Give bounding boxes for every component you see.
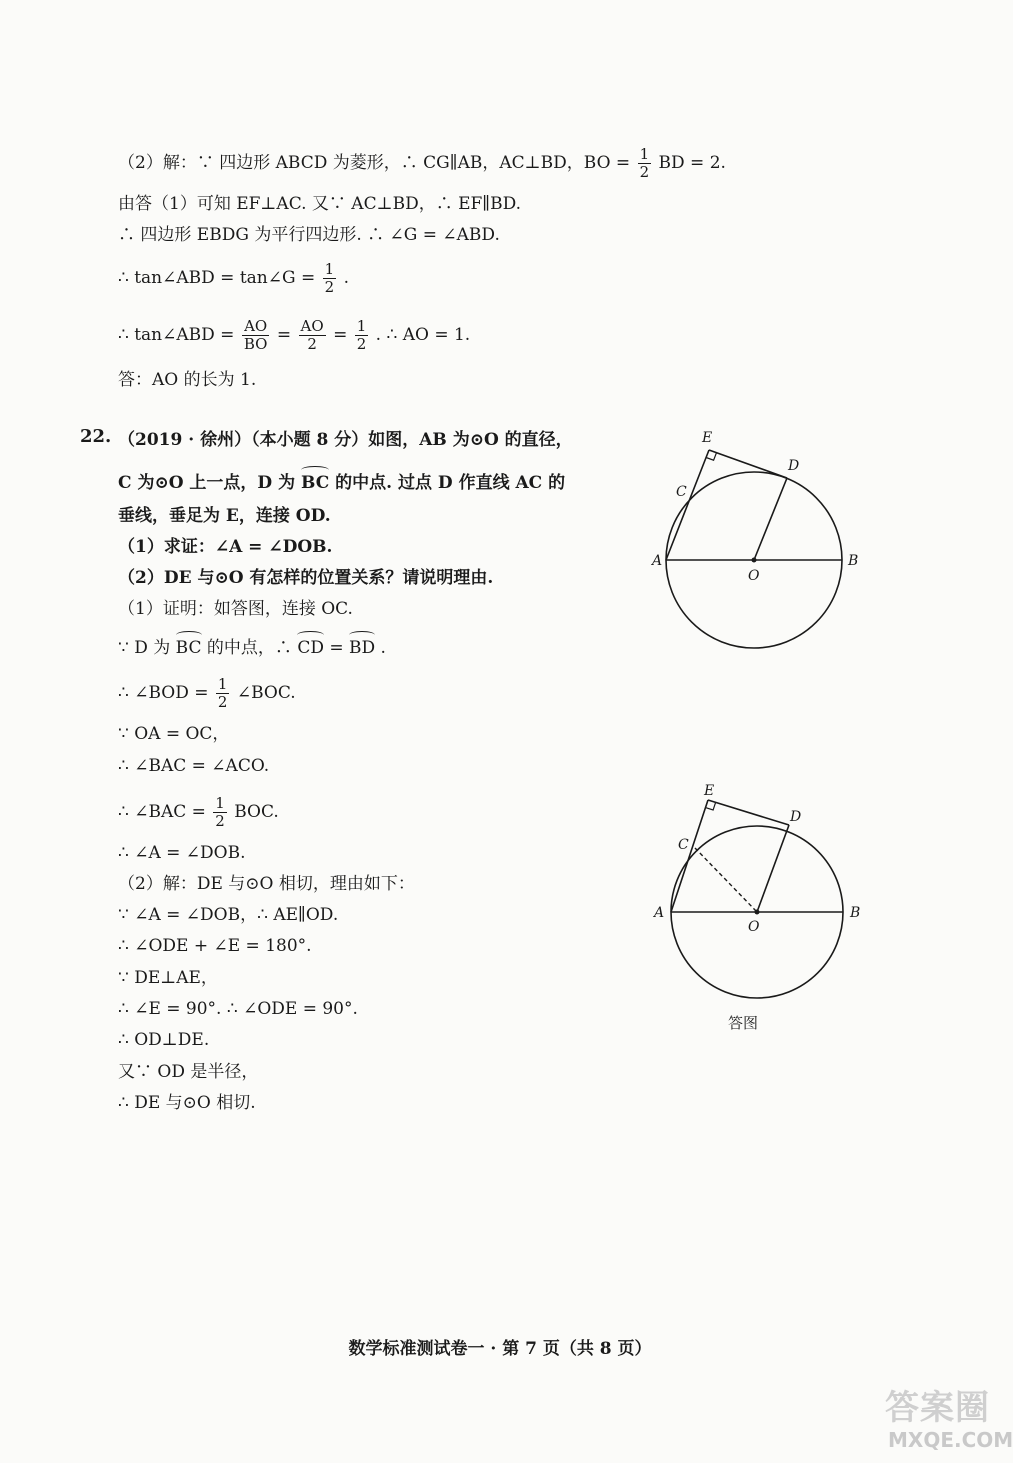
fraction <box>299 318 326 353</box>
frac-num: 1 <box>639 145 650 163</box>
question-line-1: （2019 · 徐州）（本小题 8 分）如图，AB 为⊙O 的直径， <box>118 430 573 450</box>
frac-den: 2 <box>324 278 335 296</box>
frac-num: AO <box>244 317 268 335</box>
frac-den: 2 <box>639 163 650 181</box>
answer-line-1 <box>118 146 726 181</box>
solution-line-6 <box>118 795 279 830</box>
solution-line-3-suffix: ∠BOC. <box>236 683 296 703</box>
question-line-4: （1）求证：∠A = ∠DOB. <box>118 537 333 557</box>
label-e: E <box>704 783 715 799</box>
solution-line-4: ∵ OA = OC， <box>118 724 230 744</box>
line-ed <box>709 450 787 478</box>
frac-num: 1 <box>217 675 228 693</box>
label-b: B <box>850 905 861 921</box>
answer-line-2: 由答（1）可知 EF⊥AC. 又∵ AC⊥BD，∴ EF∥BD. <box>118 194 522 214</box>
solution-line-13: ∴ OD⊥DE. <box>118 1030 210 1050</box>
solution-line-6-prefix: ∴ ∠BAC = <box>118 802 206 822</box>
answer-line-4-suffix: . <box>343 268 349 288</box>
solution-line-15: ∴ DE 与⊙O 相切. <box>118 1093 256 1113</box>
line-od <box>754 478 787 560</box>
label-e: E <box>702 430 713 446</box>
solution-line-2-prefix: ∵ D 为 <box>118 638 171 658</box>
label-a: A <box>654 905 665 921</box>
label-c: C <box>676 484 687 500</box>
center-point <box>752 558 757 563</box>
answer-line-1-prefix: （2）解：∵ 四边形 ABCD 为菱形，∴ CG∥AB，AC⊥BD，BO = <box>118 153 631 173</box>
fraction <box>213 795 227 830</box>
arc-bc: BC <box>175 638 202 658</box>
label-o: O <box>748 919 760 935</box>
answer-line-5 <box>118 318 470 353</box>
equals-sign: = <box>276 325 292 345</box>
answer-line-5-suffix: . ∴ AO = 1. <box>375 325 471 345</box>
question-line-2-prefix: C 为⊙O 上一点，D 为 <box>118 473 296 493</box>
solution-line-2 <box>118 636 386 660</box>
solution-line-12: ∴ ∠E = 90°. ∴ ∠ODE = 90°. <box>118 999 358 1019</box>
equals-sign: = <box>333 325 348 345</box>
circle-figure-2 <box>640 775 880 1010</box>
solution-line-1: （1）证明：如答图，连接 OC. <box>118 599 353 619</box>
question-line-2 <box>118 471 565 495</box>
arc-bc: BC <box>301 473 330 493</box>
line-od <box>757 825 789 912</box>
solution-line-5: ∴ ∠BAC = ∠ACO. <box>118 756 270 776</box>
answer-line-5-prefix: ∴ tan∠ABD = <box>118 325 235 345</box>
answer-line-4 <box>118 261 349 296</box>
label-d: D <box>790 809 802 825</box>
figure-caption: 答图 <box>728 1014 759 1032</box>
solution-line-11: ∵ DE⊥AE， <box>118 968 218 988</box>
answer-line-4-prefix: ∴ tan∠ABD = tan∠G = <box>118 268 316 288</box>
watermark-title: 答案圈 <box>885 1388 990 1428</box>
period: . <box>380 638 386 658</box>
arc-cd: CD <box>297 638 324 658</box>
frac-den: 2 <box>215 812 225 830</box>
frac-num: AO <box>300 317 324 335</box>
frac-den: BO <box>243 335 268 353</box>
line-ae <box>666 450 709 560</box>
frac-num: 1 <box>215 794 225 812</box>
equals-sign: = <box>329 638 344 658</box>
solution-line-3 <box>118 676 296 711</box>
frac-den: 2 <box>217 693 228 711</box>
question-line-5: （2）DE 与⊙O 有怎样的位置关系？请说明理由. <box>118 568 494 588</box>
solution-line-7: ∴ ∠A = ∠DOB. <box>118 843 246 863</box>
circle-figure-1 <box>640 420 880 660</box>
label-a: A <box>652 553 663 569</box>
solution-line-6-suffix: BOC. <box>234 802 279 822</box>
label-d: D <box>788 458 800 474</box>
watermark-logo <box>885 1380 1013 1463</box>
solution-line-9: ∵ ∠A = ∠DOB，∴ AE∥OD. <box>118 905 339 925</box>
fraction <box>355 318 369 353</box>
solution-line-3-prefix: ∴ ∠BOD = <box>118 683 209 703</box>
frac-den: 2 <box>307 335 317 353</box>
frac-num: 1 <box>356 317 367 335</box>
page-footer: 数学标准测试卷一 · 第 7 页（共 8 页） <box>348 1339 652 1359</box>
answer-line-3: ∴ 四边形 EBDG 为平行四边形. ∴ ∠G = ∠ABD. <box>118 225 500 245</box>
fraction <box>638 146 652 181</box>
label-c: C <box>678 837 689 853</box>
dashed-line-oc <box>695 848 757 912</box>
question-number: 22. <box>80 426 112 447</box>
solution-line-2-mid: 的中点，∴ <box>206 638 292 658</box>
frac-den: 2 <box>356 335 367 353</box>
question-line-2-suffix: 的中点. 过点 D 作直线 AC 的 <box>335 473 566 493</box>
answer-line-6: 答：AO 的长为 1. <box>118 370 257 390</box>
frac-num: 1 <box>324 260 335 278</box>
solution-line-8: （2）解：DE 与⊙O 相切，理由如下： <box>118 874 415 894</box>
arc-bd: BD <box>349 638 376 658</box>
center-point <box>755 910 760 915</box>
line-ed <box>708 800 789 825</box>
solution-line-14: 又∵ OD 是半径， <box>118 1062 259 1082</box>
question-line-3: 垂线，垂足为 E，连接 OD. <box>118 506 331 526</box>
watermark-url: MXQE.COM <box>888 1428 1013 1452</box>
fraction <box>242 318 270 353</box>
label-o: O <box>748 568 760 584</box>
label-b: B <box>848 553 859 569</box>
fraction <box>323 261 337 296</box>
solution-line-10: ∴ ∠ODE + ∠E = 180°. <box>118 936 312 956</box>
fraction <box>216 676 230 711</box>
answer-line-1-suffix: BD = 2. <box>658 153 726 173</box>
